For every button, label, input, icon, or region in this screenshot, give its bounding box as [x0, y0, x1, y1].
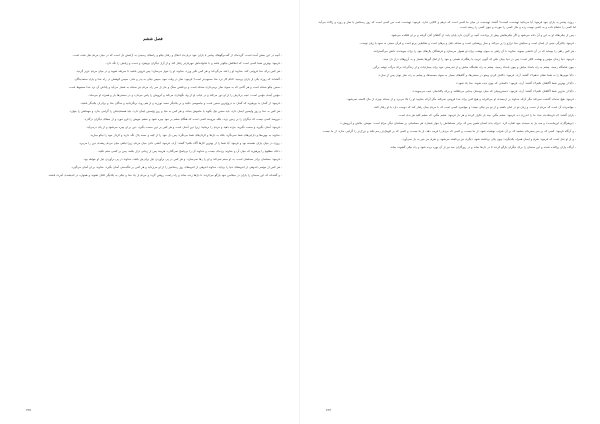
paragraph: - «آیا خوبی‌ها را به شما نشان ندهم؟» گفتند: آری. فرمود: «کامل کردن وضو در سختی‌ها، و گام‌های بسیار به سوی مسجدها، و چشم به راه نماز بودن پس از نماز.» — [378, 73, 576, 77]
paragraph: - هر کس برای خدا فروتنی کند، خداوند او را بلند می‌گرداند و هر کس تکبر ورزد، خداوند او را خوار می‌سازد؛ پس فروتن باشید تا سربلند شوید و در میان مردم عزیز گردید. — [75, 69, 282, 73]
paragraph: - مؤمن آینه‌ی مؤمن است؛ عیب برادرش را از او دور می‌کند و در غیاب او از وی نگهداری می‌کند و آبرویش را پاس می‌دارد و در سختی‌ها یار و همراه او می‌ماند. — [88, 93, 282, 97]
paragraph: - چون شامگاه رسید، چشم به راه بامداد مباش و چون بامداد رسید، چشم به راه شامگاه مباش و از تندرستی خود برای بیماری‌ات و از زندگی‌ات برای مرگت توشه برگیر. — [372, 65, 576, 69]
paragraph: - هر کس راهی را بپیماید که در آن دانشی بجوید، خداوند با آن راهی به سوی بهشت برای او هموار می‌سازد و فرشتگان بال‌های خود را برای جوینده‌ی دانش می‌گسترانند. — [372, 49, 576, 53]
paragraph: - آن‌گاه یاران پراکنده شدند و این سخنان را برای دیگران بازگو کردند تا در دل‌ها بماند و در روزگاران بعد نیز از آن بهره برده شود و راه نیکی گشوده بماند. — [389, 145, 576, 149]
paragraph: - هر کس از مؤمنی اندوهی از اندوه‌های دنیا را بزداید، خداوند اندوهی از اندوه‌های روز رستاخیز را از او می‌زداید و هر کس بر تنگدستی آسان بگیرد، خداوند بر او آسان می‌گیرد. — [71, 165, 282, 169]
paragraph: - و آن‌گاه فرمود: کسی که بر سر سفره‌ای بنشیند که بر آن شراب نوشیده شود، از ما نیست، و کسی که مردم را فریب دهد، از ما نیست، و کسی که بر کوچک‌تر رحم نکند و بزرگ‌تر را گرامی ندارد، از ما نیست. — [322, 129, 576, 133]
paragraph: - «آیا از بهترین شما آگاهتان نکنم؟» گفتند: آری. فرمود: «کسانی که چون دیده شوند، خدا یاد شود.» — [455, 81, 576, 85]
paragraph: - فرمود: مسلمان برادر مسلمان است، به او ستم نمی‌کند و او را رها نمی‌سازد، و هر کس در پی برآوردن نیاز برادرش باشد، خداوند در پی برآوردن نیاز او خواهد بود. — [83, 157, 282, 161]
paragraph: - پس از نیکی‌های او به این و آن داده می‌شود و اگر نیکی‌هایش پیش از پرداخت آنچه بر گردن دارد پایان یابد، از گناهان آنان گرفته و بر او افکنده می‌شود. — [390, 33, 576, 37]
paragraph: - فرمود: پاکیزگی نیمی از ایمان است و ستایش خدا ترازو را پر می‌کند و نماز روشنایی است و صدقه دلیل و برهان است و شکیبایی پرتو است و قرآن حجتی به سود یا زیان توست. — [359, 41, 576, 45]
right-page-body — [318, 20, 576, 150]
paragraph: - نیرومند کسی نیست که دیگران را بر زمین بزند، بلکه نیرومند کسی است که هنگام خشم بر خود چیره شود و خشم خویش را فرو خورد و از خطای دیگران درگذرد. — [83, 117, 282, 121]
paragraph: - «پرهیزگاری این‌جاست» و سه بار به سینه‌ی خود اشاره کرد. «برای بدی انسان همین بس که برادر مسلمانش را خوار شمارد. هر مسلمانی بر مسلمان دیگر حرام است: خونش، مالش و آبرویش.» — [340, 121, 576, 125]
paragraph: - هر کس به خدا و روز واپسین ایمان دارد، باید سخن نیک بگوید یا خاموش بماند، و هر کس به خدا و روز واپسین ایمان دارد، باید همسایه‌اش را گرامی بدارد و مهمانش را بنوازد. — [69, 109, 282, 113]
paragraph: - روزی پیامبر به یاران خود فرمود: آیا می‌دانید تهیدست کیست؟ گفتند: تهیدست در میان ما کسی است که درهم و کالایی ندارد. فرمود: تهیدست امت من کسی است که روز رستاخیز با نماز و روزه و زکات می‌آید، اما کسی را دشنام داده و به کسی تهمت زده و مال کسی را خورده و خون کسی را ریخته است. — [318, 20, 576, 29]
paragraph: - گفته‌اند که روزی یکی از یاران پرسید: کدام کار نزد خدا محبوب‌تر است؟ فرمود: نماز در وقت خود، سپس نیکی به پدر و مادر، سپس کوشش در راه خدا و یاری ستمدیدگان. — [73, 77, 282, 81]
paragraph: - دعای مظلوم را بپرهیزید که میان آن و خداوند پرده‌ای نیست و خداوند آن را بی‌پاسخ نمی‌گذارد، هرچند پس از زمانی دراز باشد، پس بر کسی ستم نکنید. — [97, 149, 282, 153]
paragraph: - جوانمردی آن است که مردم از دست و زبان تو در امان باشند و از تو جز نیکی نبینند؛ و جوانمرد کسی است که با مردم چنان رفتار کند که دوست دارد با او رفتار کنند. — [373, 105, 576, 109]
right-page — [300, 0, 600, 424]
paragraph: - و از او نقل است که فرمود: شرم و ایمان همراه یکدیگرند؛ چون یکی برداشته شود، دیگری نیز برداشته می‌شود، و شرم جز خیر به بار نمی‌آورد. — [401, 137, 576, 141]
paragraph: - یاران گفتند: ای فرستاده‌ی خدا، ما را اندرزی ده. فرمود: خشم مگیر. چند بار تکرار کردند و هر بار فرمود: خشم مگیر، که خشم کلید هر بدی است. — [398, 113, 576, 117]
paragraph: - فرمود: آسان بگیرید و سخت نگیرید، مژده دهید و مردم را نرمانید؛ زیرا دین آسان است و هر کس بر دین سخت بگیرد، دین بر او چیره می‌شود و از پای درمی‌آید. — [86, 125, 282, 129]
paragraph: - فرمود: از گمان بد بپرهیزید که گمان بد دروغ‌ترین سخن است و جاسوسی نکنید و بر یکدیگر حسد نورزید و از هم روی برنگردانید و بندگان خدا و برادران یکدیگر باشید. — [80, 101, 282, 105]
paragraph: - سخن نیکو صدقه است و هر گامی که به سوی نماز برمی‌داری صدقه است و برداشتن سنگ و خار از سر راه مردم نیز صدقه به شمار می‌آید و پاداش آن نزد خدا محفوظ است. — [68, 85, 282, 89]
paragraph: - روزی در میان یاران نشسته بود و فرمود: آیا شما را از بهترین کارها آگاه نکنم؟ گفتند: آری. فرمود: آشتی دادن میان مردم، زیرا تباهی میان مردم ریشه‌ی دین را می‌برد. — [78, 141, 282, 145]
paragraph: - فرمود: هیچ بنده‌ای گذشت نمی‌کند مگر آن‌که خداوند بر ارجمندی او می‌افزاید و هیچ کس برای خدا فروتنی نمی‌کند مگر آن‌که خداوند او را بالا می‌برد و از صدقه چیزی از مال کاسته نمی‌شود. — [346, 97, 576, 101]
chapter-title: فصل ششم — [143, 36, 163, 41]
page-number: ٧٢٥ — [26, 408, 32, 412]
paragraph: - «آیا از بدترین شما آگاهتان نکنم؟» گفتند: آری. فرمود: «سخن‌چینان که میان دوستان جدایی می‌افکنند و برای پاکدامنان عیب می‌جویند.» — [412, 89, 576, 93]
paragraph: - خداوند به چهره‌ها و دارایی‌های شما نمی‌نگرد، بلکه به دل‌ها و کردارهای شما می‌نگرد؛ پس دل خود را از کینه و حسد پاک نگه دارید و کردار خود را نیکو سازید. — [89, 133, 282, 137]
paragraph: - فرمود: بهترین شما کسی است که اخلاقش نیکوتر باشد و با خانواده‌اش مهربان‌تر رفتار کند و از آزار دیگران بپرهیزد و دست و زبانش را نگه دارد. — [105, 61, 282, 65]
paragraph: - فرمود: دنیا زندان مؤمن و بهشت کافر است؛ پس در دنیا چنان باش که گویی غریب یا رهگذری هستی و خود را از اهل گورها بشمار و به آرزوهای دراز دل مبند. — [382, 57, 576, 61]
paragraph: - آنچه در این بخش آمده است، گزیده‌ای از گفت‌وگوهای پیامبر با یاران خود درباره‌ی اخلاق و رفتار نیکو و راه‌های رسیدن به آرامش دل است که در میان مردم نقل شده است. — [72, 53, 282, 57]
left-page-body — [24, 53, 282, 178]
paragraph: - و گفته‌اند که این سخنان را یاران در مجالس خود بازگو می‌کردند تا دل‌ها زنده بماند و راه راست روشن گردد و مردم از یاد خدا و نیکی به یکدیگر غافل نشوند و همواره در اندیشه‌ی آخرت باشند. — [48, 173, 282, 177]
page-number: ٧٢٤ — [326, 408, 332, 412]
